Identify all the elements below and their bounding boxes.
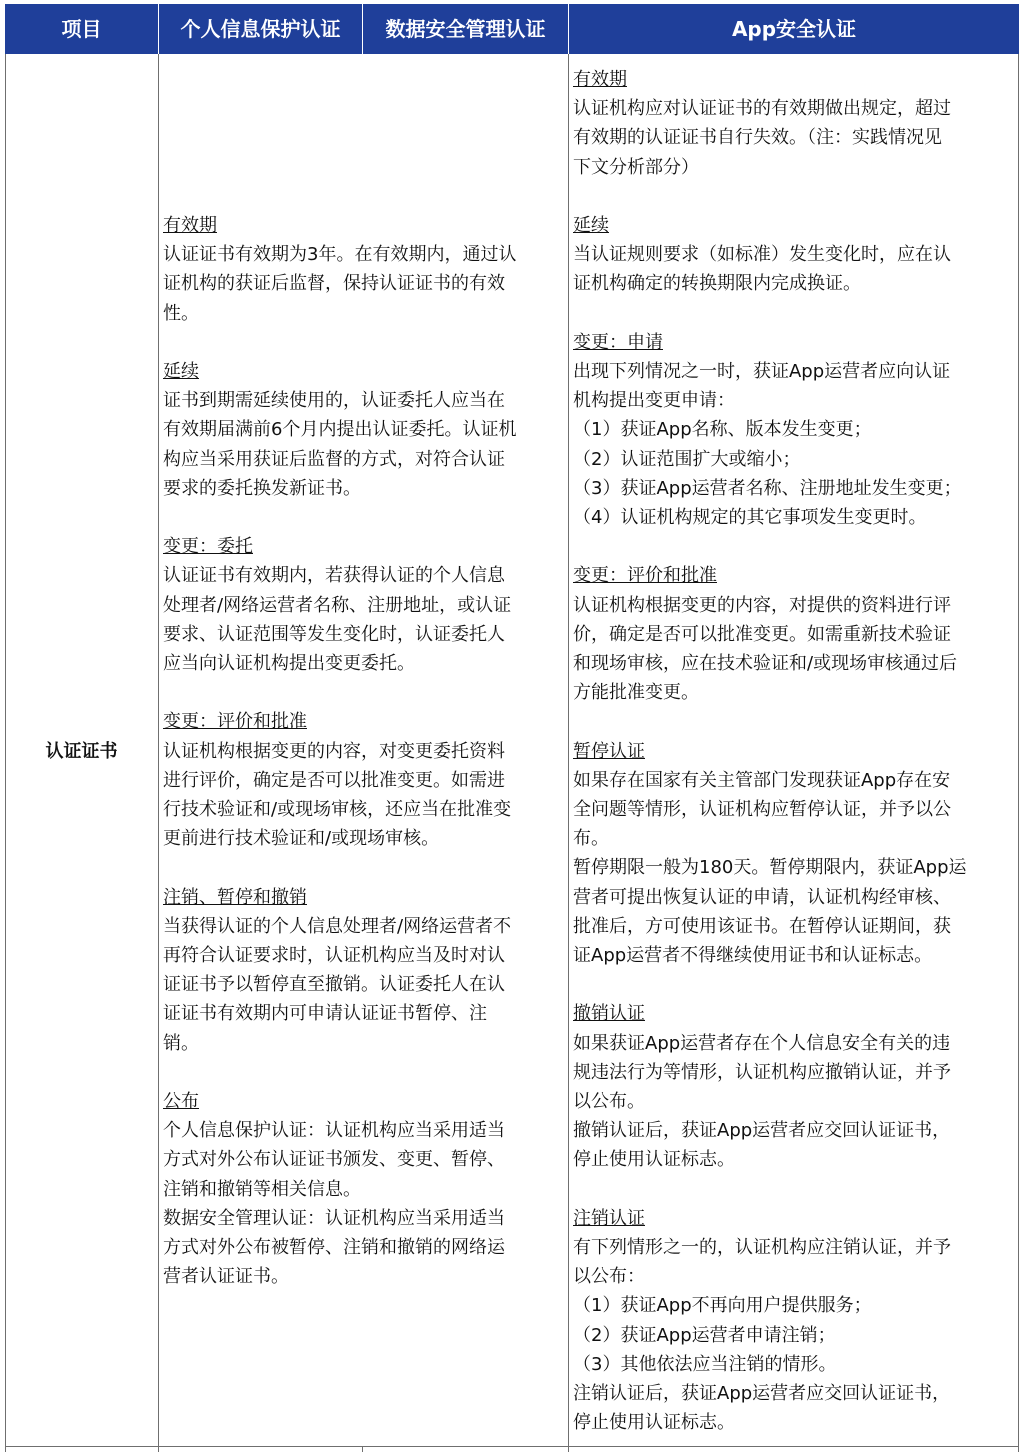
text-line: 证机构的获证后监督，保持认证证书的有效 <box>163 273 505 295</box>
paragraph-gap <box>573 970 1013 999</box>
text-line: 构应当采用获证后监督的方式，对符合认证 <box>163 448 505 470</box>
text-line: 暂停期限一般为180天。暂停期限内，获证App运 <box>573 857 967 879</box>
text-line: 要求、认证范围等发生变化时，认证委托人 <box>163 623 505 645</box>
text-line: （3）其他依法应当注销的情形。 <box>573 1353 837 1375</box>
text-line: 方式对外公布认证证书颁发、变更、暂停、 <box>163 1149 505 1171</box>
header-app-cert: App安全认证 <box>569 4 1019 54</box>
text-line: （1）获证App名称、版本发生变更； <box>573 419 872 441</box>
text-line: 和现场审核，应在技术验证和/或现场审核通过后 <box>573 653 958 675</box>
text-line: （2）获证App运营者申请注销； <box>573 1324 836 1346</box>
text-line: （1）获证App不再向用户提供服务； <box>573 1295 872 1317</box>
text-line: 数据安全管理认证：认证机构应当采用适当 <box>163 1207 505 1229</box>
text-line: 更前进行技术验证和/或现场审核。 <box>163 828 440 850</box>
cell-pip-dsm <box>163 211 563 1291</box>
text-line: 停止使用认证标志。 <box>573 1149 735 1171</box>
text-line: 证机构确定的转换期限内完成换证。 <box>573 273 861 295</box>
text-line: 批准后，方可使用该证书。在暂停认证期间，获 <box>573 915 951 937</box>
text-line: 证证书有效期内可申请认证证书暂停、注 <box>163 1003 487 1025</box>
paragraph-gap <box>163 853 563 882</box>
text-line: 全问题等情形，认证机构应暂停认证，并予以公 <box>573 799 951 821</box>
header-item: 项目 <box>5 4 158 54</box>
text-line: 以公布： <box>573 1266 645 1288</box>
text-line: 有下列情形之一的，认证机构应注销认证，并予 <box>573 1237 951 1259</box>
section-heading: 撤销认证 <box>573 1003 645 1025</box>
paragraph-gap <box>573 1175 1013 1204</box>
text-line: 有效期届满前6个月内提出认证委托。认证机 <box>163 419 517 441</box>
text-line: 认证证书有效期内，若获得认证的个人信息 <box>163 565 505 587</box>
paragraph-gap <box>163 678 563 707</box>
section-heading: 变更：委托 <box>163 536 253 558</box>
text-line: 认证机构根据变更的内容，对变更委托资料 <box>163 740 505 762</box>
text-line: 布。 <box>573 828 609 850</box>
text-line: 出现下列情况之一时，获证App运营者应向认证 <box>573 361 951 382</box>
header-dsm-cert: 数据安全管理认证 <box>363 4 568 54</box>
text-line: 销。 <box>163 1032 199 1054</box>
paragraph-gap <box>573 182 1013 211</box>
paragraph-gap <box>163 328 563 357</box>
text-line: 个人信息保护认证：认证机构应当采用适当 <box>163 1120 505 1142</box>
text-line: 性。 <box>163 302 199 324</box>
text-line: 撤销认证后，获证App运营者应交回认证证书， <box>573 1120 951 1142</box>
text-line: 认证机构根据变更的内容，对提供的资料进行评 <box>573 594 951 616</box>
section-heading: 有效期 <box>163 215 217 236</box>
paragraph-gap <box>573 707 1013 736</box>
text-line: 认证证书有效期为3年。在有效期内，通过认 <box>163 244 517 266</box>
text-line: 下文分析部分） <box>573 156 699 178</box>
paragraph-gap <box>163 1058 563 1087</box>
text-line: （3）获证App运营者名称、注册地址发生变更； <box>573 477 962 499</box>
section-heading: 延续 <box>573 215 609 236</box>
header-pip-cert: 个人信息保护认证 <box>159 4 362 54</box>
text-line: 规违法行为等情形，认证机构应撤销认证，并予 <box>573 1061 951 1083</box>
row-label: 认证证书 <box>45 741 118 762</box>
border-row-bottom <box>5 1446 1019 1447</box>
section-heading: 注销、暂停和撤销 <box>163 886 307 908</box>
text-line: 证书到期需延续使用的，认证委托人应当在 <box>163 390 505 412</box>
text-line: 再符合认证要求时，认证机构应当及时对认 <box>163 945 505 967</box>
text-line: 停止使用认证标志。 <box>573 1412 735 1434</box>
paragraph-gap <box>573 299 1013 328</box>
section-heading: 变更：评价和批准 <box>163 711 307 733</box>
text-line: 方能批准变更。 <box>573 682 699 704</box>
border-col1 <box>158 54 159 1452</box>
section-heading: 有效期 <box>573 69 627 90</box>
paragraph-gap <box>573 532 1013 561</box>
text-line: 注销认证后，获证App运营者应交回认证证书， <box>573 1383 951 1405</box>
text-line: 以公布。 <box>573 1091 645 1113</box>
border-col3 <box>568 54 569 1452</box>
text-line: （4）认证机构规定的其它事项发生变更时。 <box>573 507 927 529</box>
text-line: 当认证规则要求（如标准）发生变化时，应在认 <box>573 244 951 266</box>
text-line: 证App运营者不得继续使用证书和认证标志。 <box>573 945 933 967</box>
text-line: 进行评价，确定是否可以批准变更。如需进 <box>163 769 505 791</box>
section-heading: 延续 <box>163 361 199 382</box>
text-line: 当获得认证的个人信息处理者/网络运营者不 <box>163 915 512 937</box>
text-line: 营者认证证书。 <box>163 1266 289 1288</box>
cell-app <box>573 65 1013 1437</box>
text-line: 认证机构应对认证证书的有效期做出规定，超过 <box>573 98 951 120</box>
section-heading: 公布 <box>163 1091 199 1113</box>
text-line: 如果获证App运营者存在个人信息安全有关的违 <box>573 1032 951 1054</box>
text-line: 营者可提出恢复认证的申请，认证机构经审核、 <box>573 886 951 908</box>
text-line: （2）认证范围扩大或缩小； <box>573 448 801 470</box>
text-line: 如果存在国家有关主管部门发现获证App存在安 <box>573 769 951 791</box>
text-line: 要求的委托换发新证书。 <box>163 477 361 499</box>
section-heading: 暂停认证 <box>573 740 645 762</box>
text-line: 价，确定是否可以批准变更。如需重新技术验证 <box>573 623 951 645</box>
text-line: 有效期的认证证书自行失效。（注：实践情况见 <box>573 127 942 149</box>
text-line: 注销和撤销等相关信息。 <box>163 1178 361 1200</box>
text-line: 处理者/网络运营者名称、注册地址，或认证 <box>163 594 512 616</box>
section-heading: 变更：评价和批准 <box>573 565 717 587</box>
text-line: 行技术验证和/或现场审核，还应当在批准变 <box>163 799 512 821</box>
section-heading: 变更：申请 <box>573 331 663 353</box>
text-line: 应当向认证机构提出变更委托。 <box>163 653 415 675</box>
section-heading: 注销认证 <box>573 1207 645 1229</box>
border-right <box>1018 54 1019 1452</box>
text-line: 证证书予以暂停直至撤销。认证委托人在认 <box>163 974 505 996</box>
text-line: 机构提出变更申请： <box>573 390 735 412</box>
text-line: 方式对外公布被暂停、注销和撤销的网络运 <box>163 1237 505 1259</box>
paragraph-gap <box>163 503 563 532</box>
